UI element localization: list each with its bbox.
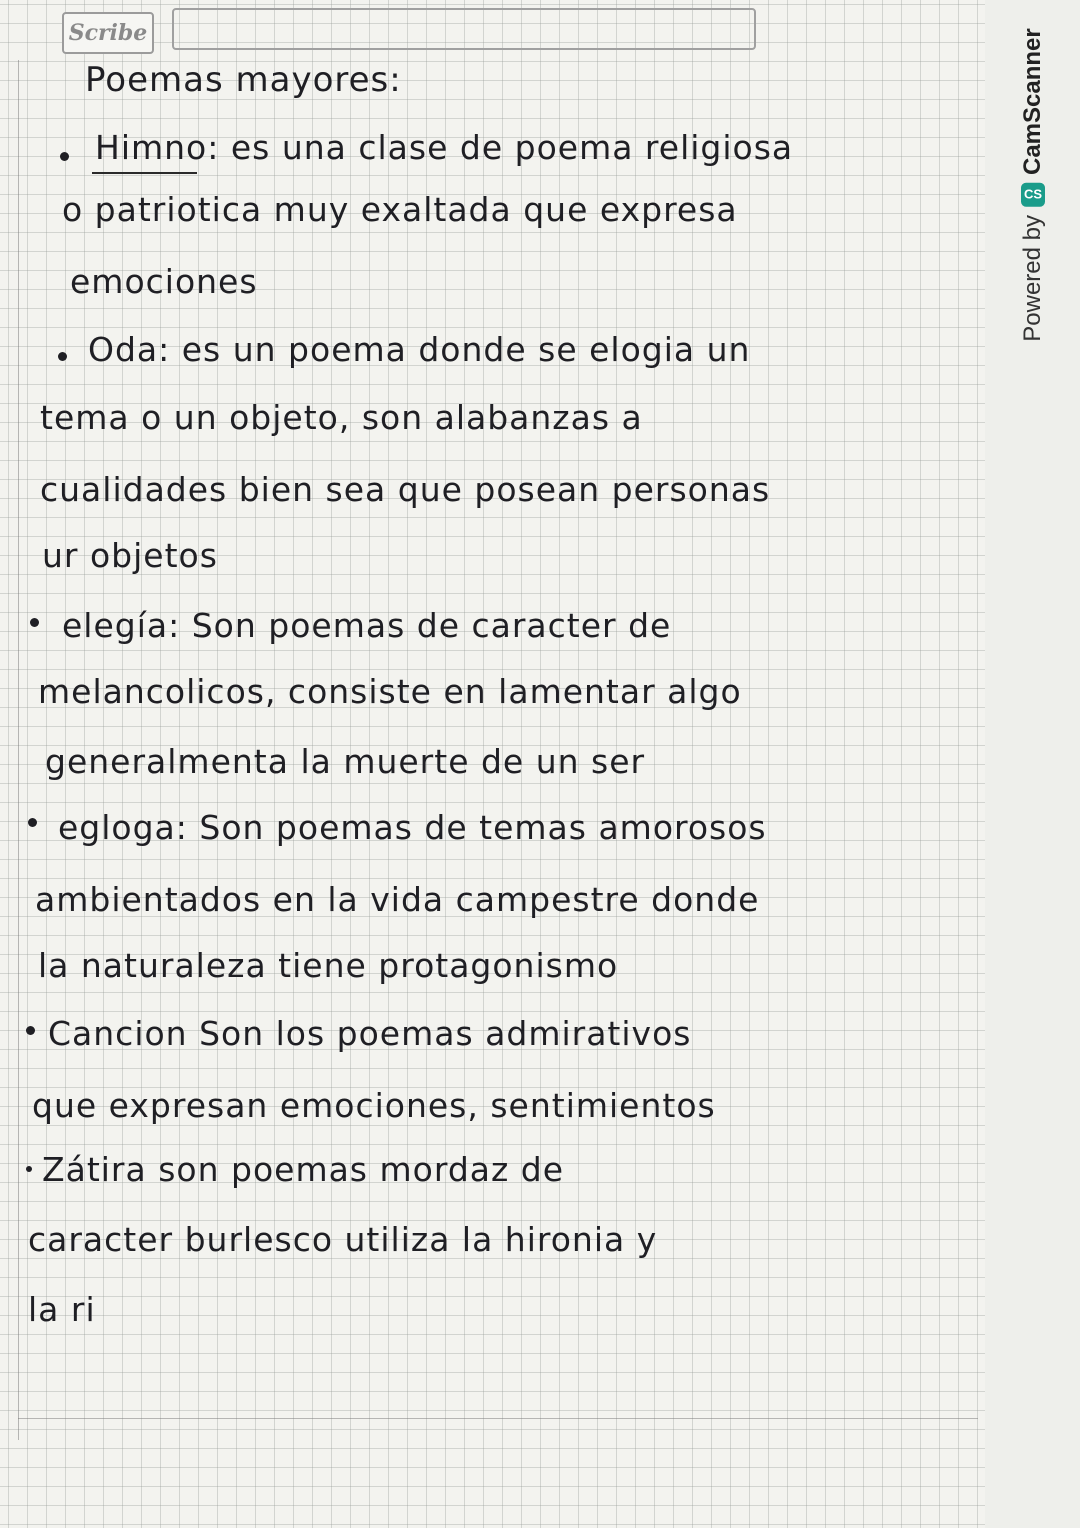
powered-by-label: Powered by: [1019, 214, 1046, 342]
header-field: [172, 8, 756, 50]
note-line-6: cualidades bien sea que posean personas: [40, 470, 771, 509]
note-line-15: que expresan emociones, sentimientos: [32, 1086, 716, 1125]
bullet-dot: [28, 818, 37, 827]
note-line-5: tema o un objeto, son alabanzas a: [40, 398, 643, 437]
note-line-12: ambientados en la vida campestre donde: [35, 880, 760, 919]
himno-underline: [92, 172, 197, 174]
note-line-4: Oda: es un poema donde se elogia un: [88, 330, 751, 369]
scribe-logo: Scribe: [62, 12, 154, 54]
bullet-dot: [26, 1166, 32, 1172]
camscanner-logo-icon: CS: [1021, 183, 1045, 207]
bottom-line: [18, 1418, 978, 1419]
note-line-10: generalmenta la muerte de un ser: [45, 742, 646, 781]
note-line-11: egloga: Son poemas de temas amorosos: [58, 808, 767, 847]
margin-line: [18, 60, 19, 1440]
note-line-2: o patriotica muy exaltada que expresa: [62, 190, 738, 229]
note-line-9: melancolicos, consiste en lamentar algo: [38, 672, 742, 711]
note-line-18: la ri: [28, 1290, 96, 1329]
note-line-8: elegía: Son poemas de caracter de: [62, 606, 672, 645]
camscanner-brand: CamScanner: [1019, 28, 1046, 175]
bullet-dot: [60, 152, 69, 161]
note-line-17: caracter burlesco utiliza la hironia y: [28, 1220, 658, 1259]
note-line-13: la naturaleza tiene protagonismo: [38, 946, 619, 985]
bullet-dot: [30, 618, 39, 627]
notes-title: Poemas mayores:: [85, 60, 402, 100]
note-line-3: emociones: [70, 262, 258, 301]
bullet-dot: [26, 1026, 35, 1035]
note-line-14: Cancion Son los poemas admirativos: [48, 1014, 692, 1053]
camscanner-watermark: [1003, 20, 1063, 350]
note-line-16: Zátira son poemas mordaz de: [42, 1150, 565, 1189]
note-line-7: ur objetos: [42, 536, 218, 575]
note-line-1: Himno: es una clase de poema religiosa: [95, 128, 794, 167]
bullet-dot: [58, 352, 67, 361]
